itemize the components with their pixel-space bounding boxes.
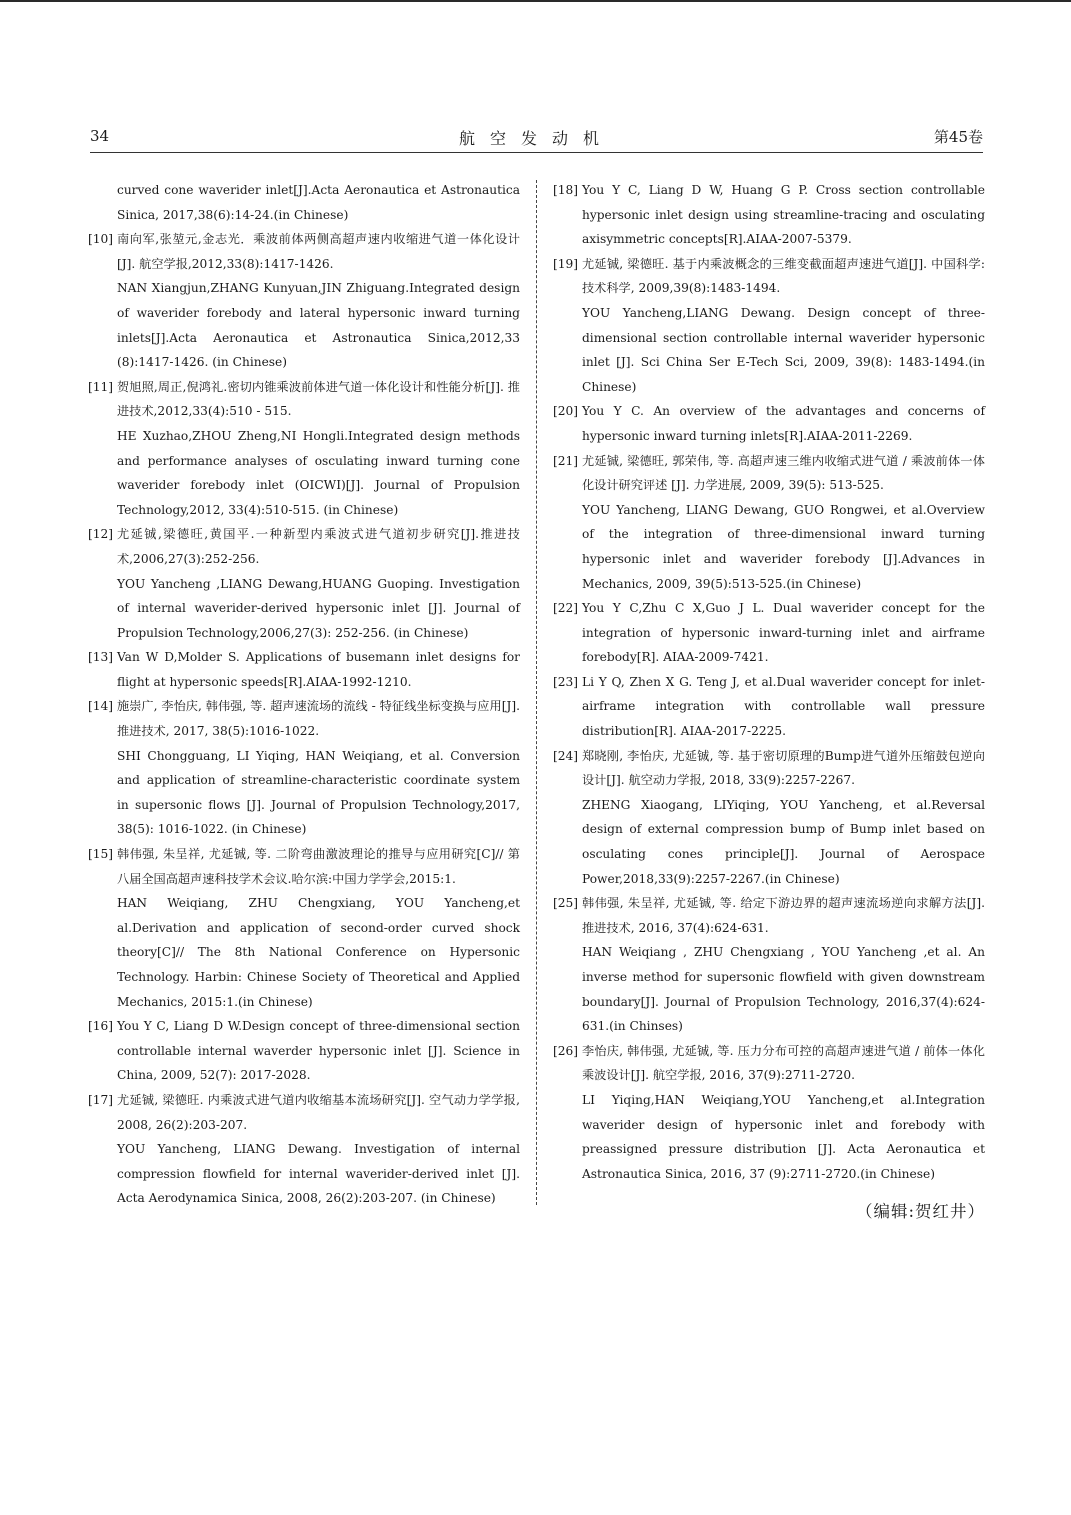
reference-text-english: HE Xuzhao,ZHOU Zheng,NI Hongli.Integrated design methods and performance analyses of osculating inward turning cone waverider forebody inlet (OICWI)[J]. Journal of Propulsion Technology,2012, 33(4):510-515. (in Chinese) — [117, 428, 520, 517]
reference-text-english: You Y C, Liang D W, Huang G P. Cross section controllable hypersonic inlet design using streamline-tracing and osculating axisymmetric concepts[R].AIAA-2007-5379. — [582, 183, 985, 247]
reference-text-english: You Y C. An overview of the advantages and concerns of hypersonic inward turning inlets[R].AIAA-2011-2269. — [582, 404, 985, 443]
reference-entry — [553, 891, 985, 1039]
column-divider — [536, 180, 537, 1205]
reference-number: [26] — [553, 1043, 579, 1058]
reference-text-english: HAN Weiqiang , ZHU Chengxiang , YOU Yancheng ,et al. An inverse method for supersonic flowfield with given downstream boundary[J]. Journal of Propulsion Technology, 2016,37(4):624-631.(in Chinses) — [582, 945, 985, 1034]
reference-number: [20] — [553, 404, 579, 419]
reference-text-chinese: 尤延铖, 梁德旺, 郭荣伟, 等. 高超声速三维内收缩式进气道 / 乘波前体一体化设计研究评述 [J]. 力学进展, 2009, 39(5): 513-525. — [582, 453, 985, 493]
reference-entry — [553, 399, 985, 448]
reference-text-english: You Y C,Zhu C X,Guo J L. Dual waverider concept for the integration of hypersonic inward-turning inlet and airframe forebody[R]. AIAA-2009-7421. — [582, 601, 985, 665]
reference-entry — [88, 522, 520, 645]
journal-title: 航空发动机 — [458, 129, 614, 148]
editor-note: （编辑:贺红井） — [855, 1202, 985, 1222]
reference-entry — [553, 178, 985, 252]
reference-text-english: Li Y Q, Zhen X G. Teng J, et al.Dual waverider concept for inlet-airframe integration with controllable wall pressure distribution[R]. AIAA-2017-2225. — [582, 674, 985, 739]
reference-number: [17] — [88, 1092, 114, 1107]
reference-text-chinese: 韩伟强, 朱呈祥, 尤延铖, 等. 给定下游边界的超声速流场逆向求解方法[J]. 推进技术, 2016, 37(4):624-631. — [582, 896, 985, 935]
reference-entry — [553, 670, 985, 744]
reference-text-english: LI Yiqing,HAN Weiqiang,YOU Yancheng,et al.Integration waverider design of hypersonic inlet and forebody with preassigned pressure distribution [J]. Acta Aeronautica et Astronautica Sinica, 2016, 37 (9):2711-2720.(in Chinese) — [582, 1092, 985, 1181]
references-right-column — [553, 178, 985, 1222]
reference-entry — [553, 1039, 985, 1187]
reference-entry — [553, 596, 985, 670]
reference-entry — [553, 449, 985, 597]
reference-number: [14] — [88, 699, 114, 714]
reference-entry — [88, 227, 520, 375]
reference-text-english: curved cone waverider inlet[J].Acta Aeronautica et Astronautica Sinica, 2017,38(6):14-24.(in Chinese) — [117, 183, 520, 222]
reference-text-chinese: 尤延铖, 梁德旺. 基于内乘波概念的三维变截面超声速进气道[J]. 中国科学:技术科学, 2009,39(8):1483-1494. — [582, 256, 985, 296]
reference-entry — [553, 252, 985, 400]
reference-text-chinese: 贺旭照,周正,倪鸿礼.密切内锥乘波前体进气道一体化设计和性能分析[J]. 推进技术,2012,33(4):510 - 515. — [117, 379, 520, 419]
reference-number: [12] — [88, 527, 114, 542]
references-left-column — [88, 178, 520, 1211]
reference-number: [21] — [553, 453, 579, 468]
reference-text-english: SHI Chongguang, LI Yiqing, HAN Weiqiang, et al. Conversion and application of streamline-characteristic coordinate system in supersonic flows [J]. Journal of Propulsion Technology,2017, 38(5): 1016-1022. (in Chinese) — [117, 748, 520, 837]
reference-entry — [88, 842, 520, 1014]
reference-number: [10] — [88, 232, 114, 247]
reference-number: [19] — [553, 256, 579, 271]
reference-text-english: YOU Yancheng ,LIANG Dewang,HUANG Guoping. Investigation of internal waverider-derived hypersonic inlet [J]. Journal of Propulsion Technology,2006,27(3): 252-256. (in Chinese) — [117, 576, 520, 640]
reference-text-english: You Y C, Liang D W.Design concept of three-dimensional section controllable internal waverder hypersonic inlet [J]. Science in China, 2009, 52(7): 2017-2028. — [117, 1019, 520, 1083]
reference-number: [13] — [88, 650, 114, 665]
reference-text-chinese: 李怡庆, 韩伟强, 尤延铖, 等. 压力分布可控的高超声速进气道 / 前体一体化乘波设计[J]. 航空学报, 2016, 37(9):2711-2720. — [582, 1043, 985, 1083]
reference-entry — [88, 1088, 520, 1211]
reference-text-chinese: 施崇广, 李怡庆, 韩伟强, 等. 超声速流场的流线 - 特征线坐标变换与应用[J]. 推进技术, 2017, 38(5):1016-1022. — [117, 699, 520, 739]
reference-text-english: YOU Yancheng,LIANG Dewang. Design concept of three-dimensional section controllable internal waverider hypersonic inlet [J]. Sci China Ser E-Tech Sci, 2009, 39(8): 1483-1494.(in Chinese) — [582, 305, 985, 394]
reference-number: [18] — [553, 183, 579, 197]
reference-number: [22] — [553, 601, 579, 616]
reference-text-chinese: 南向军,张堃元,金志光．乘波前体两侧高超声速内收缩进气道一体化设计[J]. 航空学报,2012,33(8):1417-1426. — [117, 232, 520, 271]
volume-label: 第45卷 — [933, 128, 983, 146]
reference-number: [16] — [88, 1019, 114, 1034]
reference-entry — [88, 178, 520, 227]
reference-number: [23] — [553, 674, 579, 689]
reference-text-english: Van W D,Molder S. Applications of busemann inlet designs for flight at hypersonic speeds[R].AIAA-1992-1210. — [117, 650, 520, 689]
reference-text-chinese: 尤延铖, 梁德旺. 内乘波式进气道内收缩基本流场研究[J]. 空气动力学学报, 2008, 26(2):203-207. — [117, 1092, 520, 1132]
top-border-rule — [0, 0, 1071, 2]
reference-entry — [553, 744, 985, 892]
reference-text-english: NAN Xiangjun,ZHANG Kunyuan,JIN Zhiguang.Integrated design of waverider forebody and lateral hypersonic inward turning inlets[J].Acta Aeronautica et Astronautica Sinica,2012,33 (8):1417-1426. (in Chinese) — [117, 281, 520, 370]
reference-text-english: YOU Yancheng, LIANG Dewang, GUO Rongwei, et al.Overview of the integration of three-dimensional inward turning hypersonic inlet and waverider forebody [J].Advances in Mechanics, 2009, 39(5):513-525.(in Chinese) — [582, 502, 985, 591]
reference-number: [25] — [553, 896, 579, 911]
reference-text-chinese: 尤延铖,梁德旺,黄国平.一种新型内乘波式进气道初步研究[J].推进技术,2006,27(3):252-256. — [117, 527, 520, 566]
page-header — [90, 126, 983, 153]
reference-entry — [88, 375, 520, 523]
reference-number: [24] — [553, 748, 579, 763]
reference-text-chinese: 韩伟强, 朱呈祥, 尤延铖, 等. 二阶弯曲激波理论的推导与应用研究[C]// 第八届全国高超声速科技学术会议.哈尔滨:中国力学学会,2015:1. — [117, 847, 520, 886]
reference-number: [15] — [88, 847, 114, 862]
page-number: 34 — [90, 127, 110, 145]
reference-text-english: HAN Weiqiang, ZHU Chengxiang, YOU Yancheng,et al.Derivation and application of second-order curved shock theory[C]// The 8th National Conference on Hypersonic Technology. Harbin: Chinese Society of Theoretical and Applied Mechanics, 2015:1.(in Chinese) — [117, 896, 520, 1009]
reference-entry — [88, 645, 520, 694]
reference-text-english: ZHENG Xiaogang, LIYiqing, YOU Yancheng, et al.Reversal design of external compression bump of Bump inlet based on osculating cones principle[J]. Journal of Aerospace Power,2018,33(9):2257-2267.(in Chinese) — [582, 797, 985, 886]
reference-number: [11] — [88, 379, 114, 394]
reference-text-english: YOU Yancheng, LIANG Dewang. Investigation of internal compression flowfield for internal waverider-derived inlet [J]. Acta Aerodynamica Sinica, 2008, 26(2):203-207. (in Chinese) — [117, 1142, 520, 1206]
reference-text-chinese: 郑晓刚, 李怡庆, 尤延铖, 等. 基于密切原理的Bump进气道外压缩鼓包逆向设计[J]. 航空动力学报, 2018, 33(9):2257-2267. — [582, 748, 985, 788]
reference-entry — [88, 1014, 520, 1088]
reference-entry — [88, 694, 520, 842]
